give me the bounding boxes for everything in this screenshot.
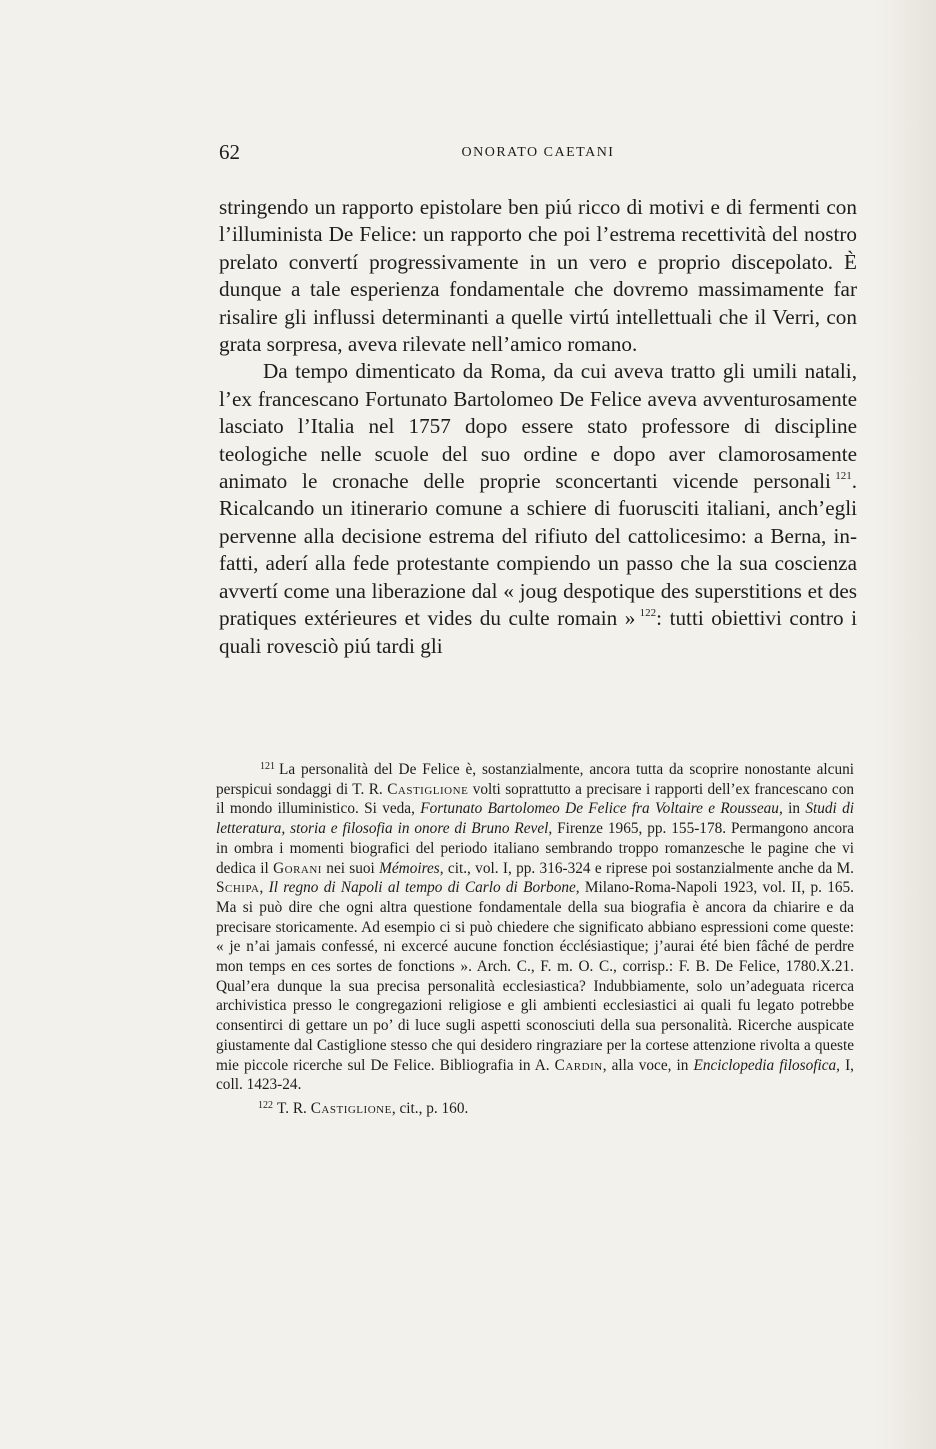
work-title: Studi di letteratura, storia e filosofia in onore di Bruno Revel, — [216, 800, 854, 838]
footnote-marker-122: 122 — [258, 1099, 273, 1111]
footnote-text: volti soprattutto a precisare i rapporti dell’ex francescano con il mondo illuministico. Si veda, — [216, 780, 854, 818]
footnote-text: I, coll. 1423-24. — [216, 1056, 854, 1094]
footnote-121 — [216, 760, 854, 1095]
author-name: Gorani — [273, 859, 322, 877]
main-text — [219, 194, 857, 660]
paragraph-1: stringendo un rapporto epistolare ben piú ricco di motivi e di fermenti con l’illuminista De Felice: un rapporto che poi l’estrema recettività del nostro prelato convertí progressivamente in un vero e proprio discepolato. È dunque a tale esperienza fondamentale che dovremo massimamente far risalire gli influssi determinanti a quelle virtú intellettuali che il Verri, con grata sorpresa, aveva rilevate nell’amico romano. — [219, 195, 857, 357]
author-name: Castiglione — [310, 1099, 392, 1117]
paragraph-2-part-b: . Ricalcando un itinerario comune a schiere di fuorusciti italiani, anch’egli pervenne alla decisione estrema del rifiuto del cattolicesimo: a Berna, infatti, aderí alla fede protestante compiendo un passo che la sua coscienza avvertí come una liberazione dal « joug despotique des superstitions et des pratiques extérieures et vides du culte romain » — [219, 469, 857, 631]
footnote-ref-122[interactable]: 122 — [639, 607, 657, 620]
footnote-marker-121: 121 — [260, 761, 275, 772]
author-name: Castiglione — [387, 780, 469, 798]
page-header — [219, 140, 857, 170]
footnote-text: Firenze 1965, pp. 155-178. Permangono ancora in ombra i momenti biografici del periodo italiano sembrando troppo romanzesche le pagine che vi dedica il — [216, 820, 854, 877]
footnote-text: nei suoi — [321, 859, 380, 877]
footnote-text: Milano-Roma-Napoli 1923, vol. II, p. 165. Ma si può dire che ogni altra questione fondamentale della sua biografia è ancora da chiarire e da precisare storicamente. Ad esempio ci si può chiedere che significato abbiano espressioni come queste: « je n’ai jamais confessé, ni excercé aucune fonction écclésiastique; j’aurai été bien fâché de perdre mon temps en ces sortes de fonctions ». Arch. C., F. m. O. C., corrisp.: F. B. De Felice, 1780.X.21. Qual’era dunque la sua precisa personalità ecclesiastica? Indubbiamente, solo un’adeguata ricerca archivistica presso le congregazioni religiose e gli ambienti ecclesiastici ai quali fu legato potrebbe consentirci di gettare un po’ di luce sugli aspetti sconosciuti della sua personalità. Ricerche auspicate giustamente dal Castiglione stesso che qui desidero ringraziare per la cortese attenzione rivolta a queste mie piccole ricerche sul De Felice. Bibliografia in A. — [216, 879, 854, 1074]
paragraph-2 — [219, 358, 857, 659]
page-number: 62 — [219, 140, 240, 164]
paragraph-2-part-a: Da tempo dimenticato da Roma, da cui aveva tratto gli umili natali, l’ex francescano Fortunato Bartolomeo De Felice aveva avventurosamente lasciato l’Italia nel 1757 dopo essere stato professore di discipline teologiche nelle scuole del suo ordine e dopo aver clamorosamente animato le cronache delle proprie sconcertanti vicende personali — [219, 359, 857, 494]
paragraph-2-part-c: : tutti obiettivi contro i quali rovesciò piú tardi gli — [219, 606, 857, 658]
footnote-122 — [216, 1099, 854, 1119]
footnote-text: , cit., p. 160. — [391, 1099, 469, 1117]
footnote-text: cit., vol. I, pp. 316-324 e riprese poi sostanzialmente anche da M. — [443, 859, 854, 877]
footnote-text: La personalità del De Felice è, sostanzialmente, ancora tutta da scoprire nonostante alcuni perspicui sondaggi di T. R. — [216, 761, 854, 798]
footnotes — [216, 760, 854, 1119]
work-title: Il regno di Napoli al tempo di Carlo di Borbone, — [268, 879, 580, 897]
page-edge-shadow — [876, 0, 936, 1449]
footnote-text: T. R. — [277, 1099, 311, 1117]
footnote-ref-121[interactable]: 121 — [835, 470, 852, 483]
footnote-text: in — [782, 800, 806, 818]
author-name: Schipa — [216, 879, 260, 897]
work-title: Mémoires, — [379, 859, 444, 877]
work-title: Enciclopedia filosofica, — [693, 1056, 840, 1074]
footnote-text: , — [259, 879, 269, 897]
footnote-text: , alla voce, in — [602, 1056, 694, 1074]
author-name: Cardin — [554, 1056, 603, 1074]
work-title: Fortunato Bartolomeo De Felice fra Voltaire e Rousseau, — [420, 800, 783, 818]
running-head: ONORATO CAETANI — [461, 145, 615, 160]
